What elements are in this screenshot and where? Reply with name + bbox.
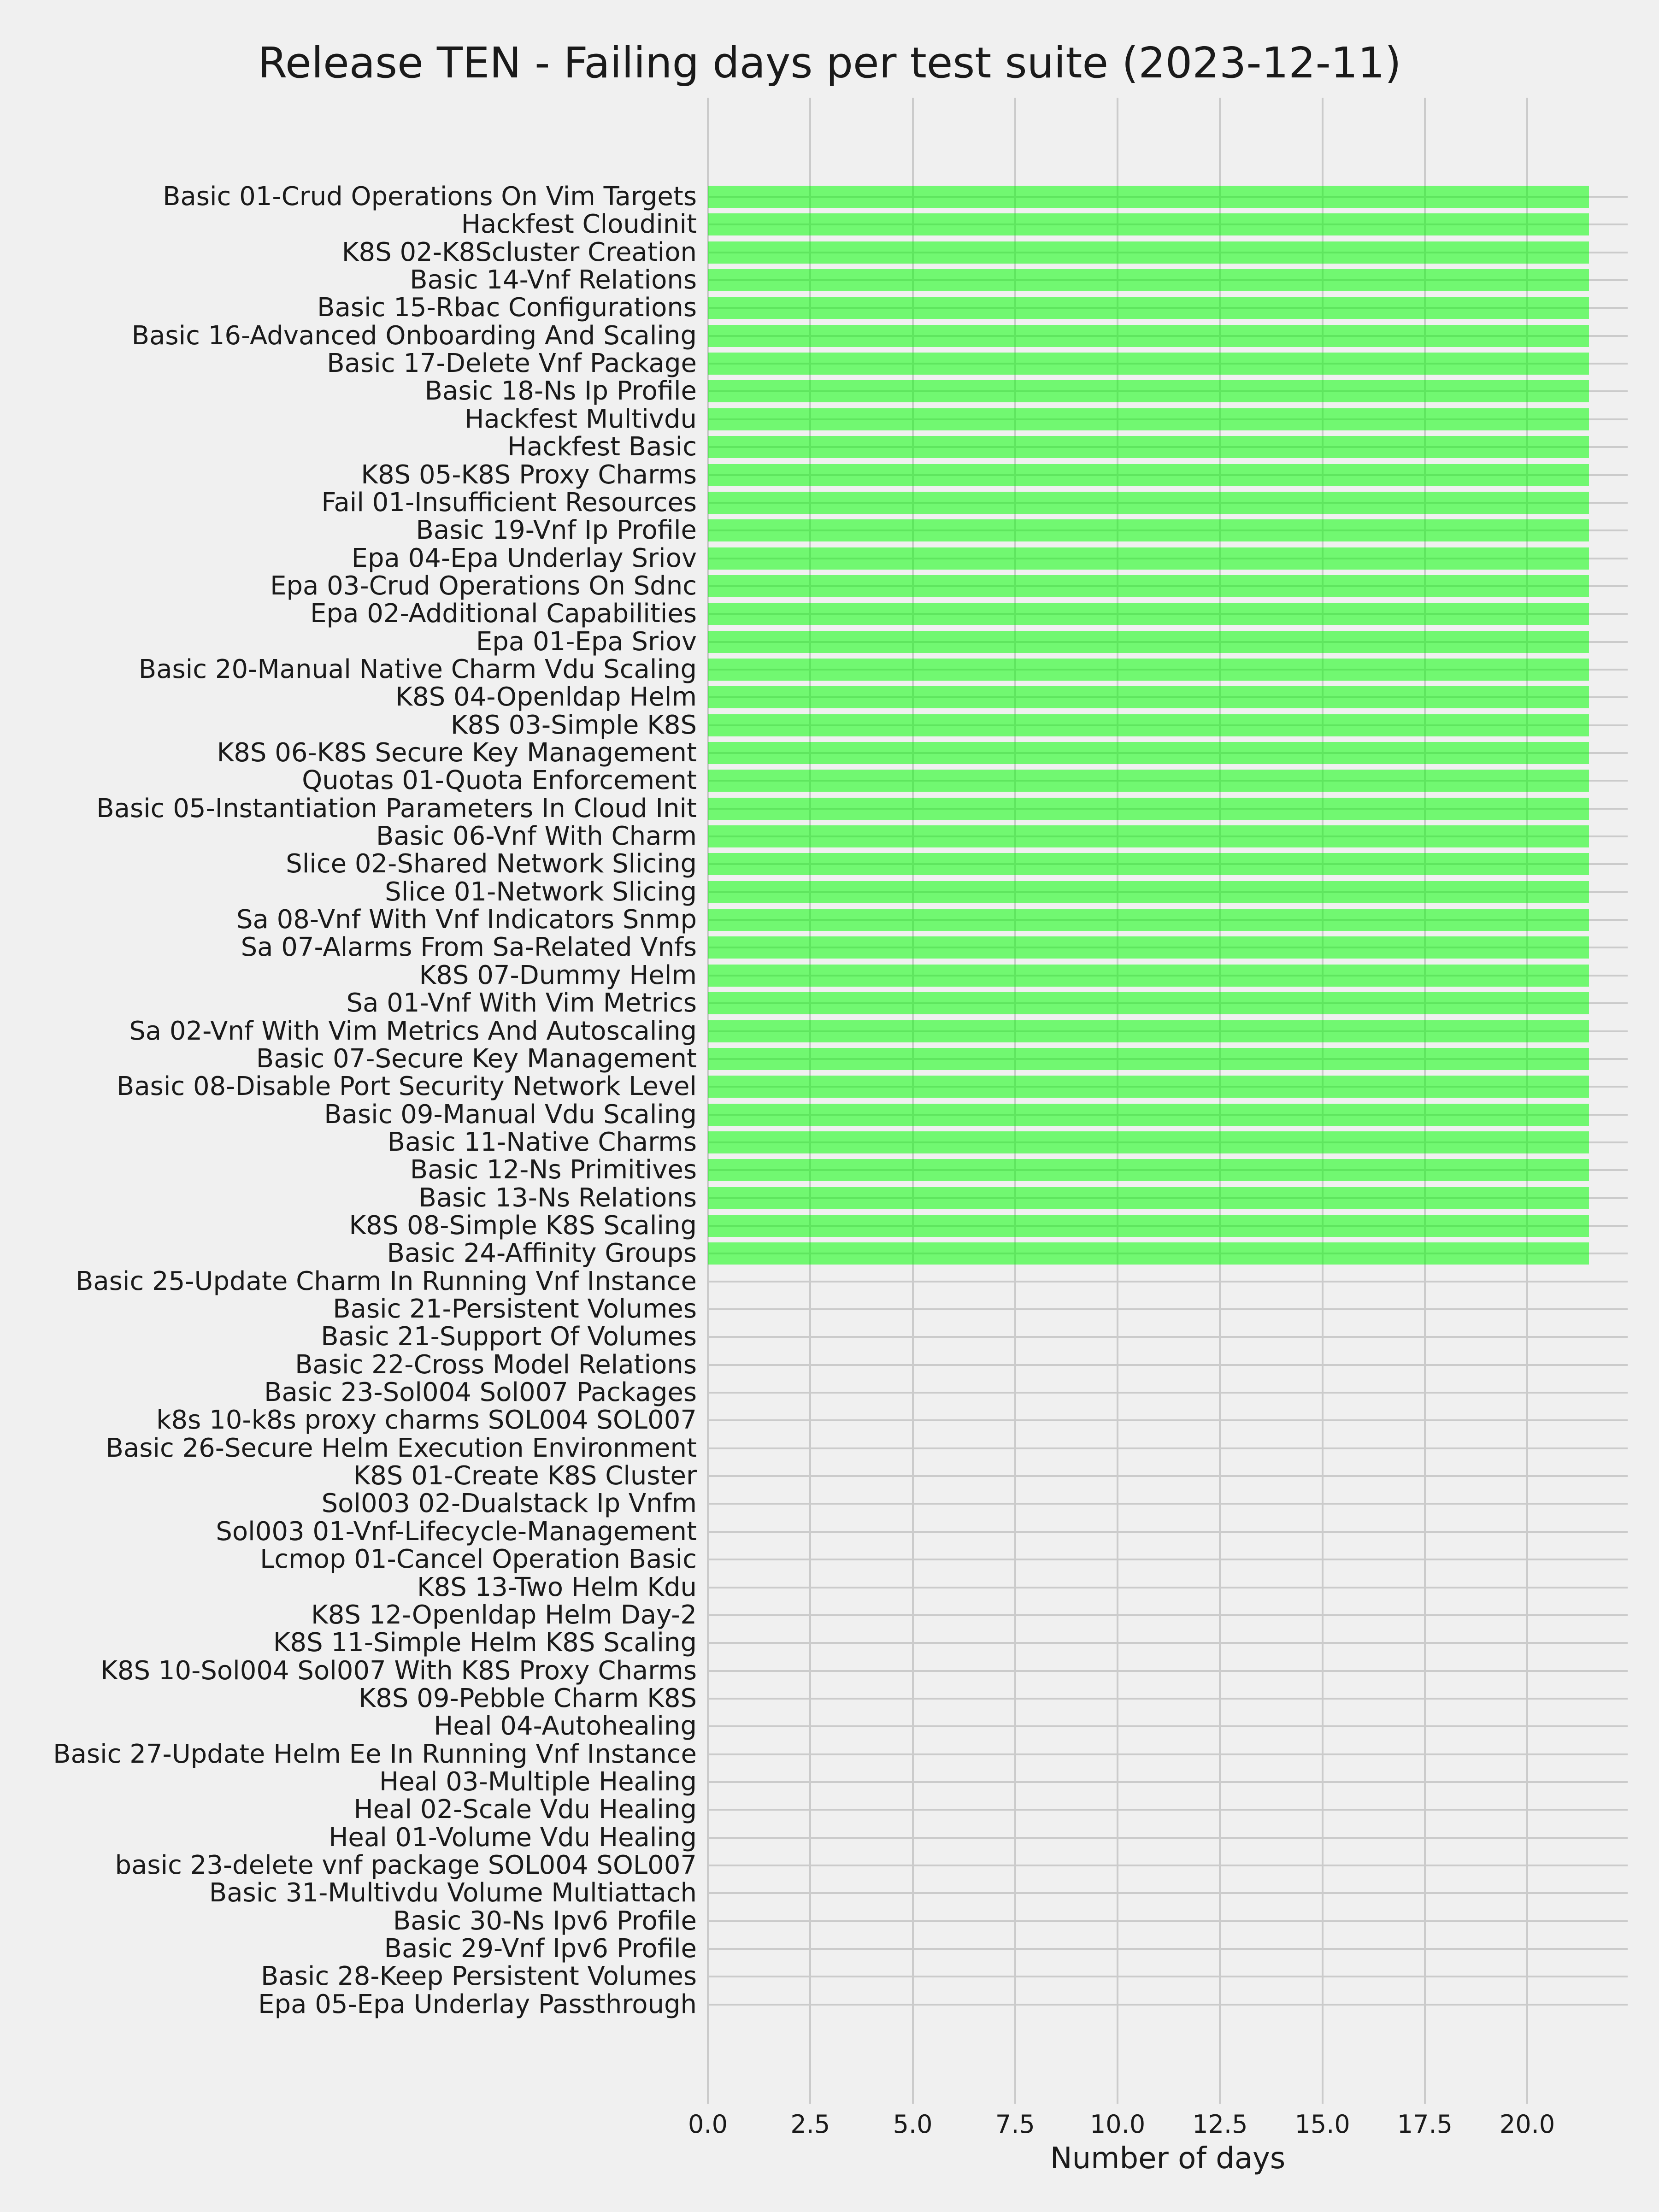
bar [708, 631, 1589, 653]
y-tick-label: K8S 05-K8S Proxy Charms [361, 459, 697, 490]
horizontal-gridline [708, 1503, 1628, 1505]
y-tick-label: Basic 29-Vnf Ipv6 Profile [384, 1934, 697, 1964]
horizontal-gridline [708, 1587, 1628, 1588]
y-tick-label: Basic 23-Sol004 Sol007 Packages [264, 1377, 697, 1408]
horizontal-gridline [708, 1781, 1628, 1783]
y-tick-label: Basic 07-Secure Key Management [256, 1043, 697, 1074]
bar [708, 853, 1589, 875]
x-tick-label: 2.5 [790, 2110, 830, 2139]
y-tick-label: Heal 03-Multiple Healing [379, 1766, 697, 1797]
bar [708, 909, 1589, 931]
bar [708, 770, 1589, 792]
bar [708, 742, 1589, 764]
bar [708, 547, 1589, 570]
bar [708, 1215, 1589, 1237]
y-tick-label: Basic 24-Affinity Groups [387, 1238, 697, 1269]
bar [708, 325, 1589, 347]
y-tick-label: Basic 19-Vnf Ip Profile [416, 515, 697, 546]
bar [708, 1048, 1589, 1070]
y-tick-label: Hackfest Cloudinit [461, 209, 697, 240]
horizontal-gridline [708, 1809, 1628, 1811]
horizontal-gridline [708, 1364, 1628, 1366]
y-tick-label: K8S 01-Create K8S Cluster [353, 1461, 697, 1491]
y-tick-label: K8S 12-Openldap Helm Day-2 [311, 1600, 697, 1630]
y-tick-label: Basic 18-Ns Ip Profile [424, 376, 697, 406]
x-tick-label: 7.5 [995, 2110, 1035, 2139]
y-tick-label: Heal 04-Autohealing [434, 1711, 697, 1741]
y-tick-label: Basic 14-Vnf Relations [410, 265, 697, 295]
horizontal-gridline [708, 1865, 1628, 1866]
y-tick-label: Sol003 02-Dualstack Ip Vnfm [321, 1488, 697, 1519]
bar [708, 603, 1589, 625]
horizontal-gridline [708, 1642, 1628, 1644]
y-tick-label: Epa 01-Epa Sriov [476, 626, 697, 657]
y-tick-label: Slice 01-Network Slicing [385, 877, 697, 907]
y-tick-label: Sa 02-Vnf With Vim Metrics And Autoscaling [129, 1016, 697, 1046]
y-tick-label: Epa 04-Epa Underlay Sriov [351, 543, 697, 573]
y-tick-label: K8S 07-Dummy Helm [419, 960, 697, 990]
bar [708, 1104, 1589, 1126]
y-tick-label: Basic 16-Advanced Onboarding And Scaling [131, 320, 697, 351]
y-tick-label: K8S 11-Simple Helm K8S Scaling [273, 1628, 697, 1658]
bar [708, 936, 1589, 959]
y-tick-label: K8S 02-K8Scluster Creation [341, 237, 697, 267]
y-tick-label: Basic 12-Ns Primitives [410, 1155, 697, 1185]
y-tick-label: Basic 20-Manual Native Charm Vdu Scaling [138, 654, 697, 684]
x-axis-title: Number of days [1050, 2141, 1286, 2176]
bar [708, 881, 1589, 903]
y-tick-label: Basic 13-Ns Relations [418, 1182, 697, 1213]
horizontal-gridline [708, 1308, 1628, 1310]
y-tick-label: K8S 13-Two Helm Kdu [417, 1572, 697, 1602]
y-tick-label: Heal 01-Volume Vdu Healing [329, 1822, 697, 1853]
horizontal-gridline [708, 1892, 1628, 1894]
bar [708, 353, 1589, 375]
bar [708, 1076, 1589, 1098]
y-tick-label: Epa 02-Additional Capabilities [310, 599, 697, 629]
horizontal-gridline [708, 1753, 1628, 1755]
y-tick-label: Basic 28-Keep Persistent Volumes [261, 1961, 697, 1992]
y-tick-label: Basic 01-Crud Operations On Vim Targets [163, 182, 697, 212]
horizontal-gridline [708, 1698, 1628, 1700]
horizontal-gridline [708, 1447, 1628, 1449]
y-tick-label: Hackfest Basic [507, 432, 697, 462]
plot-area [708, 98, 1628, 2104]
y-tick-label: Fail 01-Insufficient Resources [321, 487, 697, 518]
horizontal-gridline [708, 1948, 1628, 1950]
horizontal-gridline [708, 1281, 1628, 1282]
y-tick-label: K8S 06-K8S Secure Key Management [217, 738, 697, 768]
y-tick-label: Sa 08-Vnf With Vnf Indicators Snmp [236, 905, 697, 935]
y-tick-label: Basic 30-Ns Ipv6 Profile [393, 1906, 697, 1936]
bar [708, 1159, 1589, 1181]
horizontal-gridline [708, 1559, 1628, 1560]
y-tick-label: Basic 26-Secure Helm Execution Environment [106, 1433, 697, 1463]
y-tick-label: K8S 10-Sol004 Sol007 With K8S Proxy Charms [100, 1655, 697, 1686]
horizontal-gridline [708, 1419, 1628, 1421]
y-tick-label: Epa 05-Epa Underlay Passthrough [258, 1989, 697, 2019]
horizontal-gridline [708, 1531, 1628, 1533]
bar [708, 380, 1589, 402]
y-tick-label: Basic 09-Manual Vdu Scaling [324, 1099, 697, 1130]
horizontal-gridline [708, 1670, 1628, 1672]
x-tick-label: 5.0 [893, 2110, 933, 2139]
y-tick-label: Basic 15-Rbac Configurations [317, 293, 697, 323]
bar [708, 575, 1589, 597]
bar [708, 213, 1589, 235]
horizontal-gridline [708, 1475, 1628, 1477]
y-tick-label: Basic 06-Vnf With Charm [376, 821, 697, 852]
bar [708, 659, 1589, 681]
y-tick-label: Lcmop 01-Cancel Operation Basic [260, 1544, 697, 1575]
bar [708, 297, 1589, 319]
y-tick-label: Basic 31-Multivdu Volume Multiattach [209, 1878, 697, 1908]
y-tick-label: Basic 25-Update Charm In Running Vnf Instance [75, 1266, 697, 1296]
bar [708, 686, 1589, 708]
bar [708, 992, 1589, 1014]
horizontal-gridline [708, 1976, 1628, 1977]
horizontal-gridline [708, 1920, 1628, 1922]
y-tick-label: Basic 08-Disable Port Security Network Level [116, 1071, 697, 1102]
bar [708, 1242, 1589, 1265]
y-tick-label: Basic 21-Persistent Volumes [333, 1294, 697, 1324]
bar [708, 241, 1589, 264]
bar [708, 519, 1589, 541]
bar [708, 1131, 1589, 1153]
bar [708, 1020, 1589, 1042]
y-tick-label: Basic 22-Cross Model Relations [295, 1349, 697, 1380]
bar [708, 714, 1589, 736]
bar [708, 492, 1589, 514]
y-tick-label: Slice 02-Shared Network Slicing [286, 849, 697, 879]
x-tick-label: 15.0 [1294, 2110, 1350, 2139]
y-tick-label: k8s 10-k8s proxy charms SOL004 SOL007 [156, 1405, 697, 1435]
y-tick-label: K8S 04-Openldap Helm [395, 682, 697, 712]
x-tick-label: 12.5 [1192, 2110, 1248, 2139]
horizontal-gridline [708, 2004, 1628, 2006]
horizontal-gridline [708, 1725, 1628, 1727]
y-tick-label: Sa 01-Vnf With Vim Metrics [346, 988, 697, 1018]
horizontal-gridline [708, 1392, 1628, 1394]
y-tick-label: Basic 21-Support Of Volumes [321, 1322, 697, 1352]
bar [708, 269, 1589, 291]
y-tick-label: Epa 03-Crud Operations On Sdnc [270, 571, 697, 601]
y-tick-label: Basic 05-Instantiation Parameters In Cloud Init [96, 793, 697, 824]
bar [708, 464, 1589, 486]
y-tick-label: Quotas 01-Quota Enforcement [302, 765, 697, 796]
y-tick-label: Hackfest Multivdu [465, 404, 697, 434]
y-tick-label: Heal 02-Scale Vdu Healing [353, 1794, 697, 1825]
x-tick-label: 20.0 [1500, 2110, 1555, 2139]
bar [708, 1187, 1589, 1209]
x-tick-label: 17.5 [1397, 2110, 1453, 2139]
y-tick-label: Sol003 01-Vnf-Lifecycle-Management [216, 1516, 697, 1547]
y-tick-label: K8S 03-Simple K8S [450, 710, 697, 740]
bar [708, 825, 1589, 847]
bar [708, 798, 1589, 820]
x-tick-label: 10.0 [1089, 2110, 1146, 2139]
y-tick-label: K8S 09-Pebble Charm K8S [359, 1683, 697, 1713]
horizontal-gridline [708, 1336, 1628, 1338]
y-tick-label: Basic 11-Native Charms [387, 1127, 697, 1157]
bar [708, 186, 1589, 208]
bar [708, 965, 1589, 987]
y-tick-label: basic 23-delete vnf package SOL004 SOL007 [115, 1850, 697, 1880]
y-tick-label: K8S 08-Simple K8S Scaling [349, 1210, 697, 1241]
y-tick-label: Basic 17-Delete Vnf Package [327, 348, 697, 379]
bar [708, 436, 1589, 458]
x-tick-label: 0.0 [688, 2110, 728, 2139]
horizontal-gridline [708, 1837, 1628, 1839]
horizontal-gridline [708, 1614, 1628, 1616]
bar [708, 408, 1589, 430]
y-tick-label: Sa 07-Alarms From Sa-Related Vnfs [241, 932, 697, 963]
y-tick-label: Basic 27-Update Helm Ee In Running Vnf Instance [53, 1739, 697, 1769]
chart-title: Release TEN - Failing days per test suite (2023-12-11) [258, 38, 1401, 88]
y-axis-labels [0, 0, 697, 2212]
